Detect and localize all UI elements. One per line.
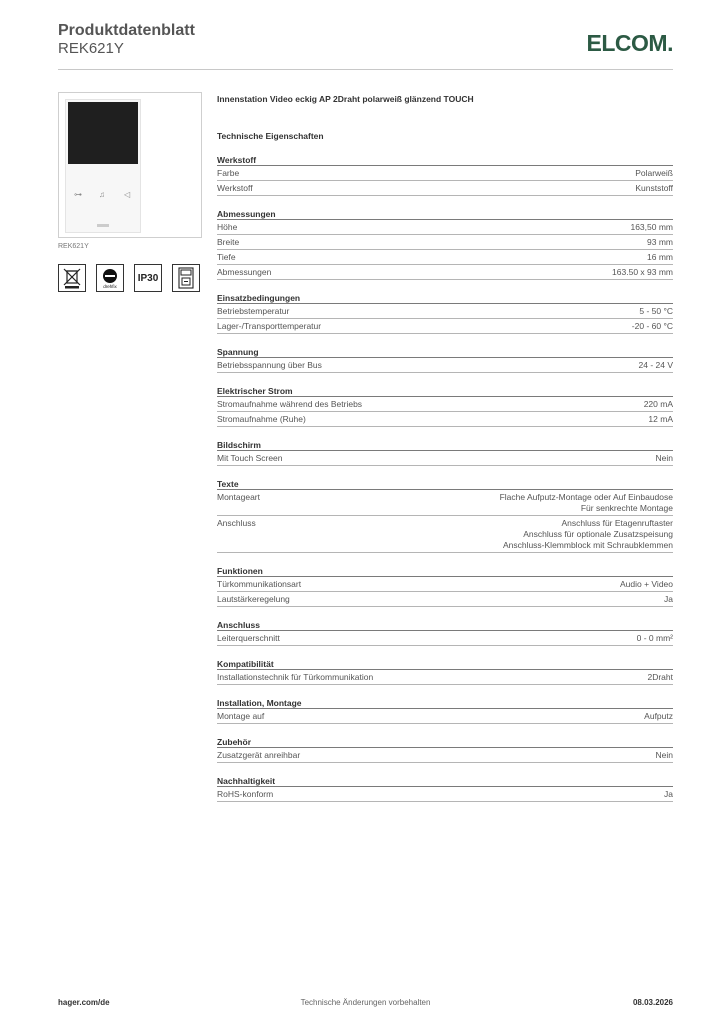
spec-value-line: Nein <box>655 453 673 463</box>
spec-label: Stromaufnahme (Ruhe) <box>217 414 306 424</box>
spec-row <box>217 516 673 553</box>
spec-value <box>656 453 673 464</box>
speaker-icon: ◁ <box>124 190 131 199</box>
spec-label: Höhe <box>217 222 238 232</box>
spec-row <box>217 577 673 592</box>
brand-logo: ELCOM. <box>586 30 673 56</box>
spec-group <box>217 293 673 334</box>
page-header <box>58 22 673 70</box>
spec-value <box>647 252 673 263</box>
device-logo <box>97 224 109 227</box>
spec-row <box>217 235 673 250</box>
spec-value <box>500 492 673 514</box>
spec-value-line: 163.50 x 93 mm <box>612 267 673 277</box>
spec-group <box>217 737 673 763</box>
spec-value-line: 220 mA <box>643 399 673 409</box>
spec-groups <box>217 155 673 802</box>
spec-label: RoHS-konform <box>217 789 274 799</box>
spec-row <box>217 220 673 235</box>
spec-value-line: Für senkrechte Montage <box>580 503 673 513</box>
spec-value <box>612 267 673 278</box>
spec-label: Mit Touch Screen <box>217 453 283 463</box>
certification-icons <box>58 264 202 294</box>
spec-group <box>217 479 673 553</box>
spec-value <box>630 222 673 233</box>
spec-group <box>217 440 673 466</box>
bell-icon: ♫ <box>99 190 105 199</box>
spec-value-line: Polarweiß <box>635 168 673 178</box>
spec-row <box>217 265 673 280</box>
document-title: Produktdatenblatt <box>58 22 195 39</box>
ip-rating-icon <box>134 264 162 292</box>
spec-value-line: 0 - 0 mm² <box>636 633 673 643</box>
spec-value <box>664 594 673 605</box>
key-icon: ⊶ <box>74 190 82 199</box>
spec-row <box>217 412 673 427</box>
spec-value-line: 5 - 50 °C <box>639 306 673 316</box>
spec-value-line: Flache Aufputz-Montage oder Auf Einbaudose <box>499 492 673 502</box>
spec-label: Betriebsspannung über Bus <box>217 360 322 370</box>
product-code: REK621Y <box>58 40 124 57</box>
spec-group-title: Spannung <box>217 347 673 358</box>
spec-group-title: Anschluss <box>217 620 673 631</box>
device-illustration <box>65 99 141 233</box>
spec-row <box>217 631 673 646</box>
spec-group <box>217 659 673 685</box>
spec-group-title: Kompatibilität <box>217 659 673 670</box>
spec-label: Anschluss <box>217 518 256 528</box>
spec-value <box>644 711 673 722</box>
spec-label: Stromaufnahme während des Betriebs <box>217 399 363 409</box>
spec-value <box>637 633 673 644</box>
spec-value-line: 16 mm <box>647 252 673 262</box>
spec-group-title: Bildschirm <box>217 440 673 451</box>
spec-group-title: Installation, Montage <box>217 698 673 709</box>
spec-group-title: Funktionen <box>217 566 673 577</box>
spec-row <box>217 787 673 802</box>
footer-disclaimer: Technische Änderungen vorbehalten <box>300 998 431 1007</box>
spec-group-title: Zubehör <box>217 737 673 748</box>
spec-label: Abmessungen <box>217 267 272 277</box>
spec-section-title: Technische Eigenschaften <box>217 131 324 141</box>
spec-value-line: Kunststoff <box>635 183 673 193</box>
spec-value-line: 2Draht <box>647 672 673 682</box>
spec-label: Lautstärkeregelung <box>217 594 290 604</box>
spec-label: Montageart <box>217 492 260 502</box>
product-image <box>58 92 202 238</box>
spec-row <box>217 304 673 319</box>
spec-label: Breite <box>217 237 240 247</box>
spec-group <box>217 347 673 373</box>
footer-date: 08.03.2026 <box>632 998 673 1007</box>
spec-group <box>217 386 673 427</box>
spec-group-title: Nachhaltigkeit <box>217 776 673 787</box>
spec-value-line: -20 - 60 °C <box>631 321 673 331</box>
spec-group-title: Abmessungen <box>217 209 673 220</box>
footer-website: hager.com/de <box>58 998 110 1007</box>
spec-group <box>217 566 673 607</box>
drehfix-icon <box>96 264 124 292</box>
spec-value <box>620 579 673 590</box>
spec-value <box>503 518 673 551</box>
spec-value <box>656 750 673 761</box>
spec-value-line: 163,50 mm <box>630 222 673 232</box>
spec-value-line: Anschluss für optionale Zusatzspeisung <box>523 529 673 539</box>
spec-label: Leiterquerschnitt <box>217 633 280 643</box>
spec-group-title: Texte <box>217 479 673 490</box>
spec-value <box>635 168 673 179</box>
spec-value-line: Anschluss für Etagenruftaster <box>561 518 673 528</box>
spec-label: Zusatzgerät anreihbar <box>217 750 301 760</box>
spec-label: Tiefe <box>217 252 236 262</box>
spec-row <box>217 397 673 412</box>
spec-value-line: Nein <box>655 750 673 760</box>
spec-value-line: 93 mm <box>647 237 673 247</box>
spec-label: Montage auf <box>217 711 265 721</box>
spec-value <box>639 306 673 317</box>
spec-value-line: Ja <box>664 594 673 604</box>
spec-value-line: Audio + Video <box>619 579 673 589</box>
spec-group-title: Einsatzbedingungen <box>217 293 673 304</box>
spec-group-title: Werkstoff <box>217 155 673 166</box>
spec-row <box>217 319 673 334</box>
spec-value <box>644 399 673 410</box>
weee-crossed-bin-icon <box>58 264 86 292</box>
drehfix-label: drehfix <box>103 284 117 289</box>
spec-value-line: Aufputz <box>644 711 673 721</box>
spec-row <box>217 451 673 466</box>
spec-label: Installationstechnik für Türkommunikation <box>217 672 374 682</box>
spec-label: Farbe <box>217 168 240 178</box>
spec-value-line: Anschluss-Klemmblock mit Schraubklemmen <box>502 540 673 550</box>
spec-row <box>217 670 673 685</box>
spec-value <box>664 789 673 800</box>
product-name: Innenstation Video eckig AP 2Draht polarweiß glänzend TOUCH <box>217 94 474 104</box>
spec-row <box>217 748 673 763</box>
spec-value-line: 24 - 24 V <box>638 360 673 370</box>
spec-value <box>648 414 673 425</box>
spec-row <box>217 250 673 265</box>
spec-group <box>217 620 673 646</box>
spec-value <box>647 672 673 683</box>
spec-value-line: Ja <box>664 789 673 799</box>
product-image-caption: REK621Y <box>58 243 89 250</box>
spec-value-line: 12 mA <box>648 414 673 424</box>
spec-label: Lager-/Transporttemperatur <box>217 321 322 331</box>
spec-value <box>635 183 673 194</box>
spec-row <box>217 490 673 516</box>
ip-rating-label: IP30 <box>137 272 159 284</box>
spec-group <box>217 209 673 280</box>
device-screen <box>68 102 138 164</box>
page-footer <box>58 998 673 1010</box>
spec-label: Betriebstemperatur <box>217 306 290 316</box>
spec-value <box>647 237 673 248</box>
spec-label: Türkommunikationsart <box>217 579 302 589</box>
spec-row <box>217 709 673 724</box>
spec-value <box>639 360 674 371</box>
spec-group <box>217 776 673 802</box>
spec-group <box>217 698 673 724</box>
spec-row <box>217 166 673 181</box>
spec-group <box>217 155 673 196</box>
spec-value <box>632 321 673 332</box>
spec-content <box>217 94 673 802</box>
spec-label: Werkstoff <box>217 183 253 193</box>
spec-row <box>217 181 673 196</box>
spec-row <box>217 358 673 373</box>
installation-icon <box>172 264 200 292</box>
spec-row <box>217 592 673 607</box>
spec-group-title: Elektrischer Strom <box>217 386 673 397</box>
